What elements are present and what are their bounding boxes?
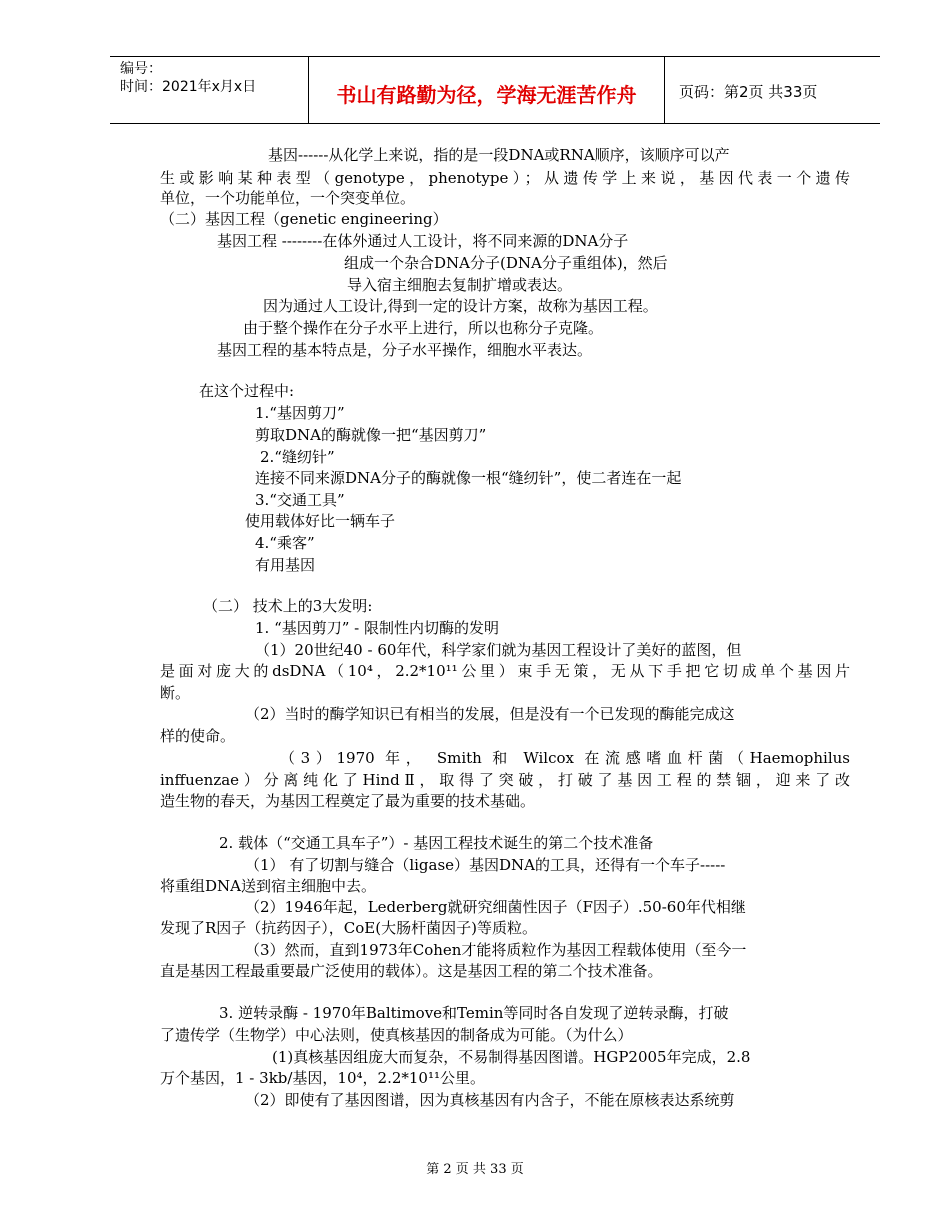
body-line: inffuenzae）分离纯化了HindⅡ，取得了突破，打破了基因工程的禁锢，迎来了改 bbox=[160, 771, 850, 789]
page-number-label: 页码：第2页 共33页 bbox=[679, 83, 818, 101]
list-item: 4.“乘客” bbox=[255, 534, 315, 552]
header-motto-cell bbox=[309, 57, 665, 123]
body-line: 3. 逆转录酶 - 1970年Baltimove和Temin等同时各自发现了逆转录酶，打破 bbox=[219, 1004, 729, 1022]
header-motto: 书山有路勤为径，学海无涯苦作舟 bbox=[336, 83, 637, 107]
body-line: 在这个过程中: bbox=[199, 382, 295, 400]
body-line: （3）1970 年， Smith 和 Wilcox 在流感嗜血杆菌（Haemophilus bbox=[280, 749, 850, 767]
body-line: 由于整个操作在分子水平上进行，所以也称分子克隆。 bbox=[243, 319, 604, 337]
list-item: 剪取DNA的酶就像一把“基因剪刀” bbox=[255, 426, 487, 444]
header-left-cell bbox=[110, 57, 309, 123]
body-line: （3）然而，直到1973年Cohen才能将质粒作为基因工程载体使用（至今一 bbox=[245, 941, 747, 959]
list-item: 2.“缝纫针” bbox=[260, 448, 335, 466]
body-line: 基因------从化学上来说，指的是一段DNA或RNA顺序，该顺序可以产 bbox=[268, 146, 730, 164]
body-line: （1）20世纪40 - 60年代，科学家们就为基因工程设计了美好的蓝图，但 bbox=[255, 641, 742, 659]
body-line: 造生物的春天，为基因工程奠定了最为重要的技术基础。 bbox=[160, 792, 536, 810]
body-line: 2. 载体（“交通工具车子”）- 基因工程技术诞生的第二个技术准备 bbox=[219, 834, 654, 852]
body-line: 直是基因工程最重要最广泛使用的载体）。这是基因工程的第二个技术准备。 bbox=[160, 962, 663, 980]
body-line: （1） 有了切割与缝合（ligase）基因DNA的工具，还得有一个车子----- bbox=[245, 856, 726, 874]
body-line: 样的使命。 bbox=[160, 727, 236, 745]
code-label: 编号： bbox=[120, 61, 162, 77]
body-line: 单位，一个功能单位，一个突变单位。 bbox=[160, 189, 416, 207]
body-line: （2）1946年起，Lederberg就研究细菌性因子（F因子）.50-60年代相继 bbox=[245, 898, 746, 916]
header-right-cell bbox=[665, 57, 880, 123]
body-line: （2）即使有了基因图谱，因为真核基因有内含子，不能在原核表达系统剪 bbox=[245, 1091, 735, 1109]
body-line: 万个基因，1 - 3kb/基因，10⁴，2.2*10¹¹公里。 bbox=[160, 1069, 486, 1087]
time-label: 时间：2021年x月x日 bbox=[120, 79, 257, 95]
body-line: 基因工程的基本特点是，分子水平操作，细胞水平表达。 bbox=[217, 341, 593, 359]
body-line: 基因工程 --------在体外通过人工设计，将不同来源的DNA分子 bbox=[217, 232, 629, 250]
section-heading: （二） 技术上的3大发明: bbox=[203, 597, 373, 615]
body-line: 发现了R因子（抗药因子），CoE(大肠杆菌因子)等质粒。 bbox=[160, 919, 537, 937]
page-footer: 第 2 页 共 33 页 bbox=[426, 1162, 524, 1177]
body-line: 1. “基因剪刀” - 限制性内切酶的发明 bbox=[255, 619, 500, 637]
list-item: 有用基因 bbox=[255, 556, 316, 574]
body-line: 生或影响某种表型（genotype，phenotype）；从遗传学上来说，基因代表一个遗传 bbox=[160, 169, 850, 187]
body-line: 是面对庞大的dsDNA（10⁴，2.2*10¹¹公里）束手无策，无从下手把它切成单个基因片 bbox=[160, 662, 850, 680]
body-line: 将重组DNA送到宿主细胞中去。 bbox=[160, 877, 376, 895]
list-item: 使用载体好比一辆车子 bbox=[245, 512, 396, 530]
body-line: 组成一个杂合DNA分子(DNA分子重组体)，然后 bbox=[344, 254, 668, 272]
body-line: 导入宿主细胞去复制扩增或表达。 bbox=[347, 276, 573, 294]
list-item: 连接不同来源DNA分子的酶就像一根“缝纫针”，使二者连在一起 bbox=[255, 469, 682, 487]
section-heading: （二）基因工程（genetic engineering） bbox=[160, 210, 448, 228]
list-item: 3.“交通工具” bbox=[255, 491, 345, 509]
page-header bbox=[110, 56, 880, 124]
body-line: （2）当时的酶学知识已有相当的发展，但是没有一个已发现的酶能完成这 bbox=[245, 705, 735, 723]
list-item: 1.“基因剪刀” bbox=[255, 404, 345, 422]
body-line: 断。 bbox=[160, 684, 191, 702]
body-line: (1)真核基因组庞大而复杂，不易制得基因图谱。HGP2005年完成，2.8 bbox=[272, 1048, 751, 1066]
body-line: 了遗传学（生物学）中心法则，使真核基因的制备成为可能。（为什么） bbox=[160, 1026, 633, 1044]
body-line: 因为通过人工设计,得到一定的设计方案，故称为基因工程。 bbox=[263, 297, 658, 315]
